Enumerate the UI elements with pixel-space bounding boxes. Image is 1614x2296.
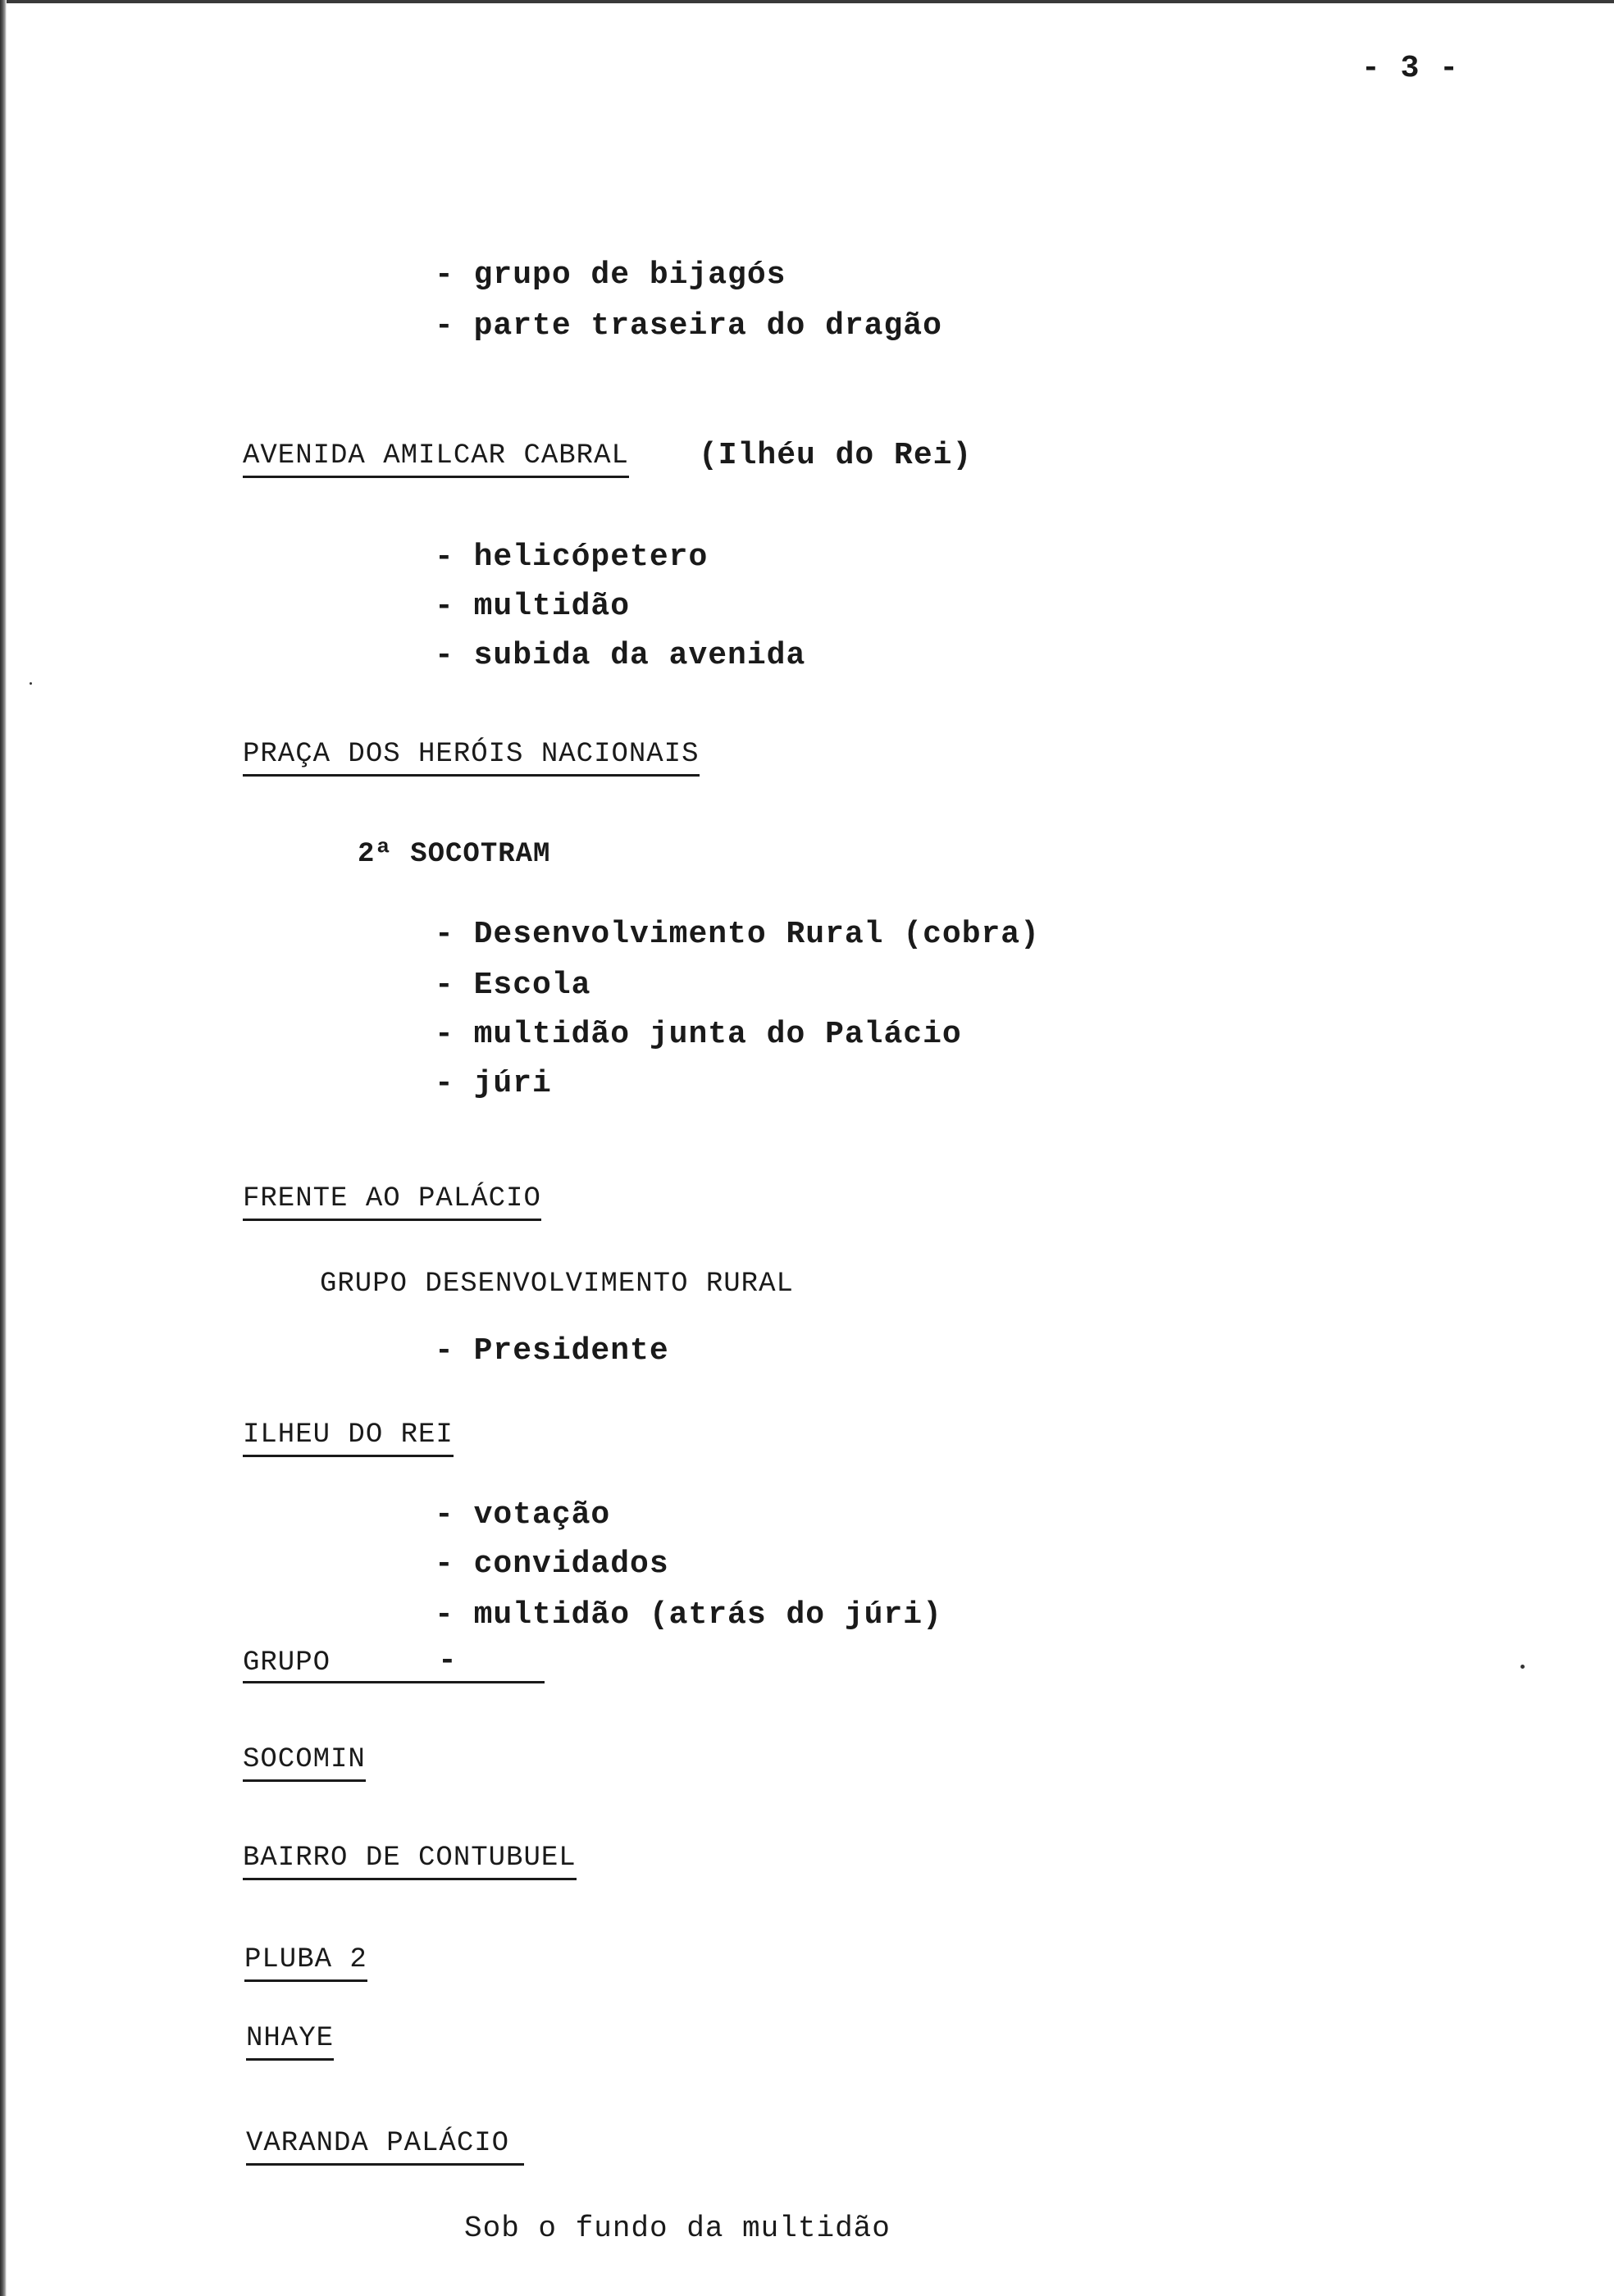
list-item: - grupo de bijagós	[435, 257, 786, 293]
varanda-text: Sob o fundo da multidão	[464, 2212, 891, 2245]
section-heading-varanda: VARANDA PALÁCIO	[246, 2127, 524, 2166]
grupo-underline	[243, 1681, 545, 1683]
list-item: - Presidente	[435, 1333, 669, 1369]
section-heading-frente: FRENTE AO PALÁCIO	[243, 1182, 541, 1221]
list-item: - votação	[435, 1497, 611, 1533]
list-item: - subida da avenida	[435, 638, 806, 673]
section-heading-socomin: SOCOMIN	[243, 1743, 366, 1782]
list-item: - multidão	[435, 589, 631, 624]
page-top-edge	[0, 0, 1614, 3]
section-note-avenida: (Ilhéu do Rei)	[699, 438, 973, 473]
list-item: - multidão junta do Palácio	[435, 1017, 962, 1052]
list-item: - júri	[435, 1066, 552, 1101]
page-number: - 3 -	[1361, 51, 1460, 86]
section-heading-bairro: BAIRRO DE CONTUBUEL	[243, 1842, 577, 1880]
list-item: - Escola	[435, 968, 591, 1003]
scan-speck	[1521, 1665, 1525, 1669]
list-item: - parte traseira do dragão	[435, 308, 942, 344]
section-heading-pluba: PLUBA 2	[244, 1943, 367, 1982]
grupo-dash: -	[438, 1643, 458, 1679]
page-left-edge	[0, 0, 7, 2296]
list-item: - Desenvolvimento Rural (cobra)	[435, 917, 1040, 952]
section-heading-ilheu: ILHEU DO REI	[243, 1419, 454, 1457]
scan-speck	[30, 682, 32, 685]
section-heading-grupo: GRUPO	[243, 1647, 331, 1679]
subheading-socotram: 2ª SOCOTRAM	[358, 839, 551, 870]
list-item: - helicópetero	[435, 540, 709, 575]
section-heading-praca: PRAÇA DOS HERÓIS NACIONAIS	[243, 738, 700, 777]
section-heading-avenida: AVENIDA AMILCAR CABRAL	[243, 440, 629, 478]
list-item: - convidados	[435, 1547, 669, 1582]
subheading-grupo-desenvolvimento: GRUPO DESENVOLVIMENTO RURAL	[320, 1269, 794, 1300]
section-heading-nhaye: NHAYE	[246, 2022, 334, 2061]
list-item: - multidão (atrás do júri)	[435, 1597, 942, 1633]
